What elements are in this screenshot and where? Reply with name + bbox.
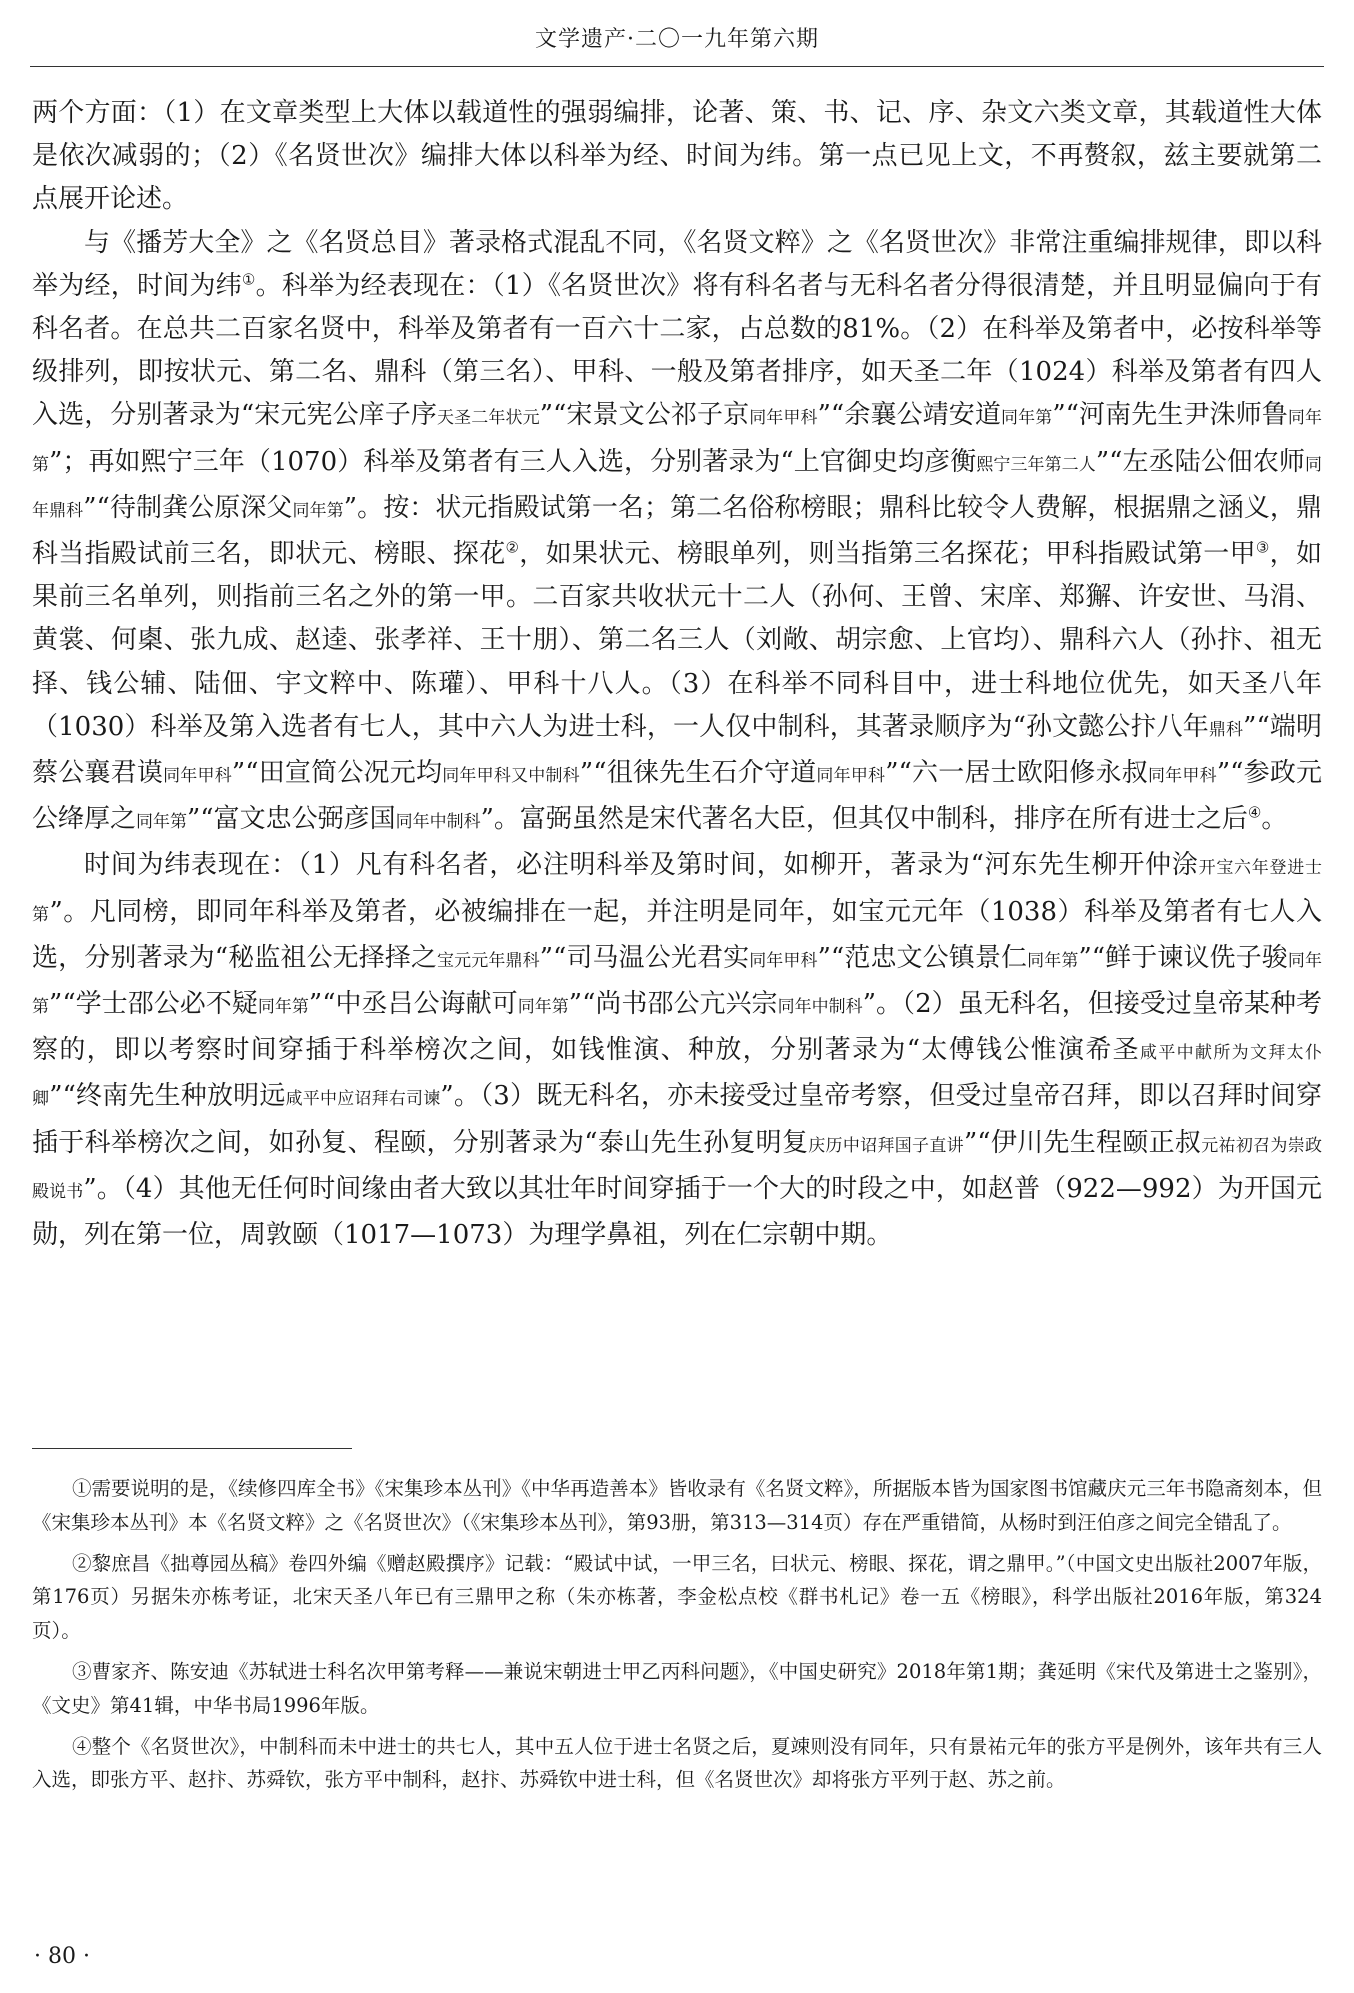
text-run: ”。凡同榜，即同年科举及第者，必被编排在一起，并注明是同年，如宝元元年（1038）科举及第者有七人入选，分别著录为“秘监祖公无择择之 — [32, 896, 1323, 973]
text-run: ，如果前三名单列，则指前三名之外的第一甲。二百家共收状元十二人（孙何、王曾、宋庠、郑獬、许安世、马涓、黄裳、何㮚、张九成、赵逵、张孝祥、王十朋）、第二名三人（刘敞、胡宗愈、上官均）、鼎科六人（孙抃、祖无择、钱公辅、陆佃、宇文粹中、陈瓘）、甲科十八人。（3）在科举不同科目中，进士科地位优先，如天圣八年（1030）科举及第入选者有七人，其中六人为进士科，一人仅中制科，其著录顺序为“孙文懿公抃八年 — [32, 539, 1322, 742]
text-run: ”“待制龚公原深父 — [83, 492, 293, 523]
inline-note: 同年第 — [136, 812, 188, 833]
text-run: ”“宋景文公祁子京 — [539, 400, 750, 431]
body-text — [32, 92, 1322, 1257]
text-run: ”。富弼虽然是宋代著名大臣，但其仅中制科，排序在所有进士之后 — [480, 804, 1248, 835]
footnote-ref-1[interactable]: ① — [241, 270, 256, 289]
text-run: ”“徂徕先生石介守道 — [579, 758, 817, 789]
inline-note: 同年甲科 — [1147, 766, 1217, 787]
inline-note: 同年甲科 — [749, 950, 818, 971]
text-run: ”“田宣简公况元均 — [231, 758, 443, 789]
footnote-ref-2[interactable]: ② — [505, 538, 520, 557]
inline-note: 同年第 — [292, 500, 344, 521]
inline-note: 同年第 — [32, 408, 1323, 475]
text-run: 时间为纬表现在：（1）凡有科名者，必注明科举及第时间，如柳开，著录为“河东先生柳开仲涂 — [84, 850, 1199, 881]
inline-note: 同年第 — [517, 997, 569, 1018]
inline-note: 元祐初召为崇政殿说书 — [32, 1135, 1323, 1202]
text-run: 。科举为经表现在：（1）《名贤世次》将有科名者与无科名者分得很清楚，并且明显偏向于有科名者。在总共二百家名贤中，科举及第者有一百六十二家，占总数的81%。（2）在科举及第者中，必按科举等级排列，即按状元、第二名、鼎科（第三名）、甲科、一般及第者排序，如天圣二年（1024）科举及第者有四人入选，分别著录为“宋元宪公庠子序 — [32, 270, 1322, 431]
inline-note: 同年中制科 — [777, 997, 863, 1018]
footnote-ref-3[interactable]: ③ — [1255, 538, 1270, 557]
inline-note: 开宝六年登进士第 — [32, 858, 1323, 925]
text-run: ”“司马温公光君实 — [539, 942, 750, 973]
text-run: ”“左丞陆公佃农师 — [1095, 446, 1305, 477]
inline-note: 同年第 — [32, 950, 1323, 1018]
inline-note: 同年第 — [1027, 950, 1079, 971]
footnote-ref-4[interactable]: ④ — [1247, 803, 1262, 822]
text-run: ”“尚书邵公亢兴宗 — [568, 989, 778, 1020]
inline-note: 同年第 — [257, 997, 309, 1018]
inline-note: 熙宁三年第二人 — [976, 454, 1096, 475]
inline-note: 同年中制科 — [395, 812, 481, 833]
text-run: ”“鲜于谏议侁子骏 — [1078, 942, 1288, 973]
text-run: ”。（2）虽无科名，但接受过皇帝某种考察的，即以考察时间穿插于科举榜次之间，如钱惟演、种放，分别著录为“太傅钱公惟演希圣 — [32, 989, 1323, 1066]
header-rule — [30, 66, 1324, 67]
text-run: ”“中丞吕公诲献可 — [308, 989, 518, 1020]
text-run: ”。（4）其他无任何时间缘由者大致以其壮年时间穿插于一个大的时段之中，如赵普（922—992）为开国元勋，列在第一位，周敦颐（1017—1073）为理学鼻祖，列在仁宗朝中期。 — [32, 1173, 1323, 1251]
text-run: 与《播芳大全》之《名贤总目》著录格式混乱不同，《名贤文粹》之《名贤世次》非常注重编排规律，即以科举为经，时间为纬 — [32, 227, 1322, 301]
footnote-2: ②黎庶昌《拙尊园丛稿》卷四外编《赠赵殿撰序》记载：“殿试中试，一甲三名，曰状元、榜眼、探花，谓之鼎甲。”（中国文史出版社2007年版，第176页）另据朱亦栋考证，北宋天圣八年已有三鼎甲之称（朱亦栋著，李金松点校《群书札记》卷一五《榜眼》，科学出版社2016年版，第324页）。 — [32, 1551, 1322, 1643]
text-run: ”；再如熙宁三年（1070）科举及第者有三人入选，分别著录为“上官御史均彦衡 — [49, 446, 977, 477]
inline-note: 咸平中应诏拜右司谏 — [285, 1089, 441, 1110]
inline-note: 同年鼎科 — [32, 454, 1322, 521]
inline-note: 同年甲科 — [163, 766, 232, 787]
text-run: ”“参政元公绛厚之 — [32, 758, 1323, 835]
inline-note: 宝元元年鼎科 — [437, 950, 540, 971]
footnote-3: ③曹家齐、陈安迪《苏轼进士科名次甲第考释——兼说宋朝进士甲乙丙科问题》，《中国史研究》2018年第1期；龚延明《宋代及第进士之鉴别》，《文史》第41辑，中华书局1996年版。 — [32, 1659, 1322, 1717]
text-run: ，如果状元、榜眼单列，则当指第三名探花；甲科指殿试第一甲 — [519, 539, 1256, 570]
text-run: ”。（3）既无科名，亦未接受过皇帝考察，但受过皇帝召拜，即以召拜时间穿插于科举榜次之间，如孙复、程颐，分别著录为“泰山先生孙复明复 — [32, 1081, 1323, 1158]
text-run: 。 — [1261, 804, 1288, 835]
page-number: · 80 · — [34, 1944, 90, 1969]
text-run: ”。按：状元指殿试第一名；第二名俗称榜眼；鼎科比较令人费解，根据鼎之涵义，鼎科当指殿试前三名，即状元、榜眼、探花 — [32, 492, 1323, 570]
inline-note: 同年甲科 — [816, 766, 886, 787]
footnote-rule — [32, 1448, 352, 1449]
text-run: ”“端明蔡公襄君谟 — [32, 711, 1322, 789]
text-run: ”“余襄公靖安道 — [817, 400, 1001, 431]
text-run: ”“河南先生尹洙师鲁 — [1052, 400, 1288, 431]
text-run: ”“富文忠公弼彦国 — [187, 804, 396, 835]
text-run: ”“学士邵公必不疑 — [49, 989, 258, 1020]
inline-note: 同年第 — [1001, 408, 1053, 429]
footnote-1: ①需要说明的是，《续修四库全书》《宋集珍本丛刊》《中华再造善本》皆收录有《名贤文粹》，所据版本皆为国家图书馆藏庆元三年书隐斋刻本，但《宋集珍本丛刊》本《名贤文粹》之《名贤世次》（《宋集珍本丛刊》，第93册，第313—314页）存在严重错简，从杨时到汪伯彦之间完全错乱了。 — [32, 1477, 1322, 1534]
text-run: ”“范忠文公镇景仁 — [817, 942, 1028, 973]
paragraph-1: 两个方面：（1）在文章类型上大体以载道性的强弱编排，论著、策、书、记、序、杂文六类文章，其载道性大体是依次减弱的；（2）《名贤世次》编排大体以科举为经、时间为纬。第一点已见上文，不再赘叙，兹主要就第二点展开论述。 — [32, 98, 1322, 215]
footnote-4: ④整个《名贤世次》，中制科而未中进士的共七人，其中五人位于进士名贤之后，夏竦则没有同年，只有景祐元年的张方平是例外，该年共有三人入选，即张方平、赵抃、苏舜钦，张方平中制科，赵抃、苏舜钦中进士科，但《名贤世次》却将张方平列于赵、苏之前。 — [32, 1734, 1322, 1792]
inline-note: 庆历中诏拜国子直讲 — [808, 1135, 964, 1156]
running-head: 文学遗产·二〇一九年第六期 — [535, 27, 819, 52]
paragraph-3 — [32, 844, 1322, 1257]
inline-note: 咸平中献所为文拜太仆卿 — [32, 1043, 1323, 1110]
text-run: ”“六一居士欧阳修永叔 — [885, 758, 1148, 789]
text-run: ”“伊川先生程颐正叔 — [963, 1127, 1202, 1158]
inline-note: 天圣二年状元 — [437, 408, 540, 429]
text-run: ”“终南先生种放明远 — [49, 1081, 286, 1112]
footnotes — [32, 1472, 1322, 1804]
inline-note: 鼎科 — [1208, 719, 1244, 740]
inline-note: 同年甲科 — [749, 408, 818, 429]
paragraph-2 — [32, 222, 1322, 845]
inline-note: 同年甲科又中制科 — [442, 766, 580, 787]
